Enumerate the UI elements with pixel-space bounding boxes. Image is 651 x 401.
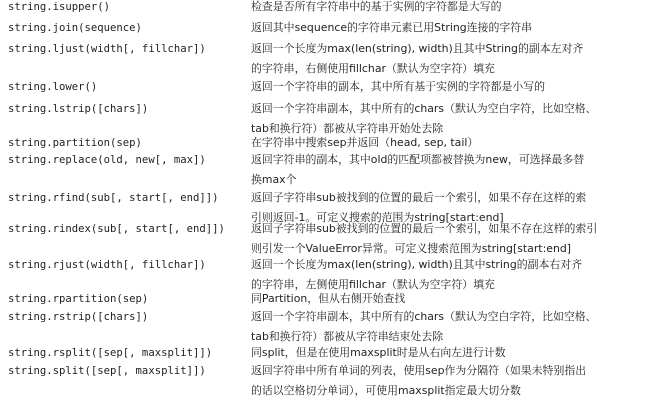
method-name: string.rsplit([sep[, maxsplit]]) bbox=[8, 347, 213, 359]
description-line: 引则返回-1。可定义搜索的范围为string[start:end] bbox=[251, 211, 504, 224]
method-name: string.rpartition(sep) bbox=[8, 293, 149, 305]
description-line: 返回一个字符串的副本，其中所有基于实例的字符都是小写的 bbox=[251, 80, 546, 93]
description-line: 返回子字符串sub被找到的位置的最后一个索引，如果不存在这样的索 bbox=[251, 191, 587, 204]
method-description bbox=[251, 150, 647, 190]
method-description bbox=[251, 39, 647, 79]
method-description bbox=[251, 77, 647, 97]
description-line: 同Partition，但从右侧开始查找 bbox=[251, 292, 406, 305]
description-line: 返回一个字符串副本，其中所有的chars（默认为空白字符，比如空格、 bbox=[251, 102, 597, 115]
method-name: string.lower() bbox=[8, 81, 98, 93]
description-line: 的话以空格切分单词），可使用maxsplit指定最大切分数 bbox=[251, 384, 521, 397]
description-line: 返回字符串的副本，其中old的匹配项都被替换为new，可选择最多替 bbox=[251, 153, 585, 166]
description-line: 的字符串，左侧使用fillchar（默认为空字符）填充 bbox=[251, 278, 495, 291]
method-name: string.partition(sep) bbox=[8, 137, 142, 149]
method-name: string.isupper() bbox=[8, 1, 111, 13]
description-line: 同split，但是在使用maxsplit时是从右向左进行计数 bbox=[251, 346, 506, 359]
method-description bbox=[251, 289, 647, 309]
description-line: 返回字符串中所有单词的列表，使用sep作为分隔符（如果未特别指出 bbox=[251, 364, 587, 377]
method-name: string.split([sep[, maxsplit]]) bbox=[8, 365, 206, 377]
description-line: tab和换行符）都被从字符串结束处去除 bbox=[251, 330, 444, 343]
description-line: 则引发一个ValueError异常。可定义搜索范围为string[start:end] bbox=[251, 242, 572, 255]
method-name: string.replace(old, new[, max]) bbox=[8, 154, 206, 166]
description-line: 返回一个长度为max(len(string), width)且其中string的副本右对齐 bbox=[251, 258, 583, 271]
method-description bbox=[251, 0, 647, 17]
method-name: string.rfind(sub[, start[, end]]) bbox=[8, 192, 219, 204]
method-description bbox=[251, 361, 647, 401]
method-description bbox=[251, 219, 647, 259]
method-description bbox=[251, 18, 647, 38]
method-description bbox=[251, 343, 647, 363]
description-line: 的字符串，右侧使用fillchar（默认为空字符）填充 bbox=[251, 62, 495, 75]
description-line: 返回子字符串sub被找到的位置的最后一个索引，如果不存在这样的索引 bbox=[251, 222, 598, 235]
method-name: string.rstrip([chars]) bbox=[8, 311, 149, 323]
method-description bbox=[251, 307, 647, 347]
description-line: 返回一个长度为max(len(string), width)且其中String的副本左对齐 bbox=[251, 42, 584, 55]
method-name: string.lstrip([chars]) bbox=[8, 103, 149, 115]
description-line: tab和换行符）都被从字符串开始处去除 bbox=[251, 122, 444, 135]
description-line: 在字符串中搜索sep并返回（head, sep, tail） bbox=[251, 136, 479, 149]
method-name: string.join(sequence) bbox=[8, 22, 142, 34]
description-line: 检查是否所有字符串中的基于实例的字符都是大写的 bbox=[251, 0, 502, 13]
description-line: 返回一个字符串副本，其中所有的chars（默认为空白字符，比如空格、 bbox=[251, 310, 597, 323]
description-line: 返回其中sequence的字符串元素已用String连接的字符串 bbox=[251, 21, 533, 34]
method-name: string.rjust(width[, fillchar]) bbox=[8, 259, 206, 271]
method-name: string.rindex(sub[, start[, end]]) bbox=[8, 223, 225, 235]
method-name: string.ljust(width[, fillchar]) bbox=[8, 43, 206, 55]
description-line: 换max个 bbox=[251, 173, 297, 186]
